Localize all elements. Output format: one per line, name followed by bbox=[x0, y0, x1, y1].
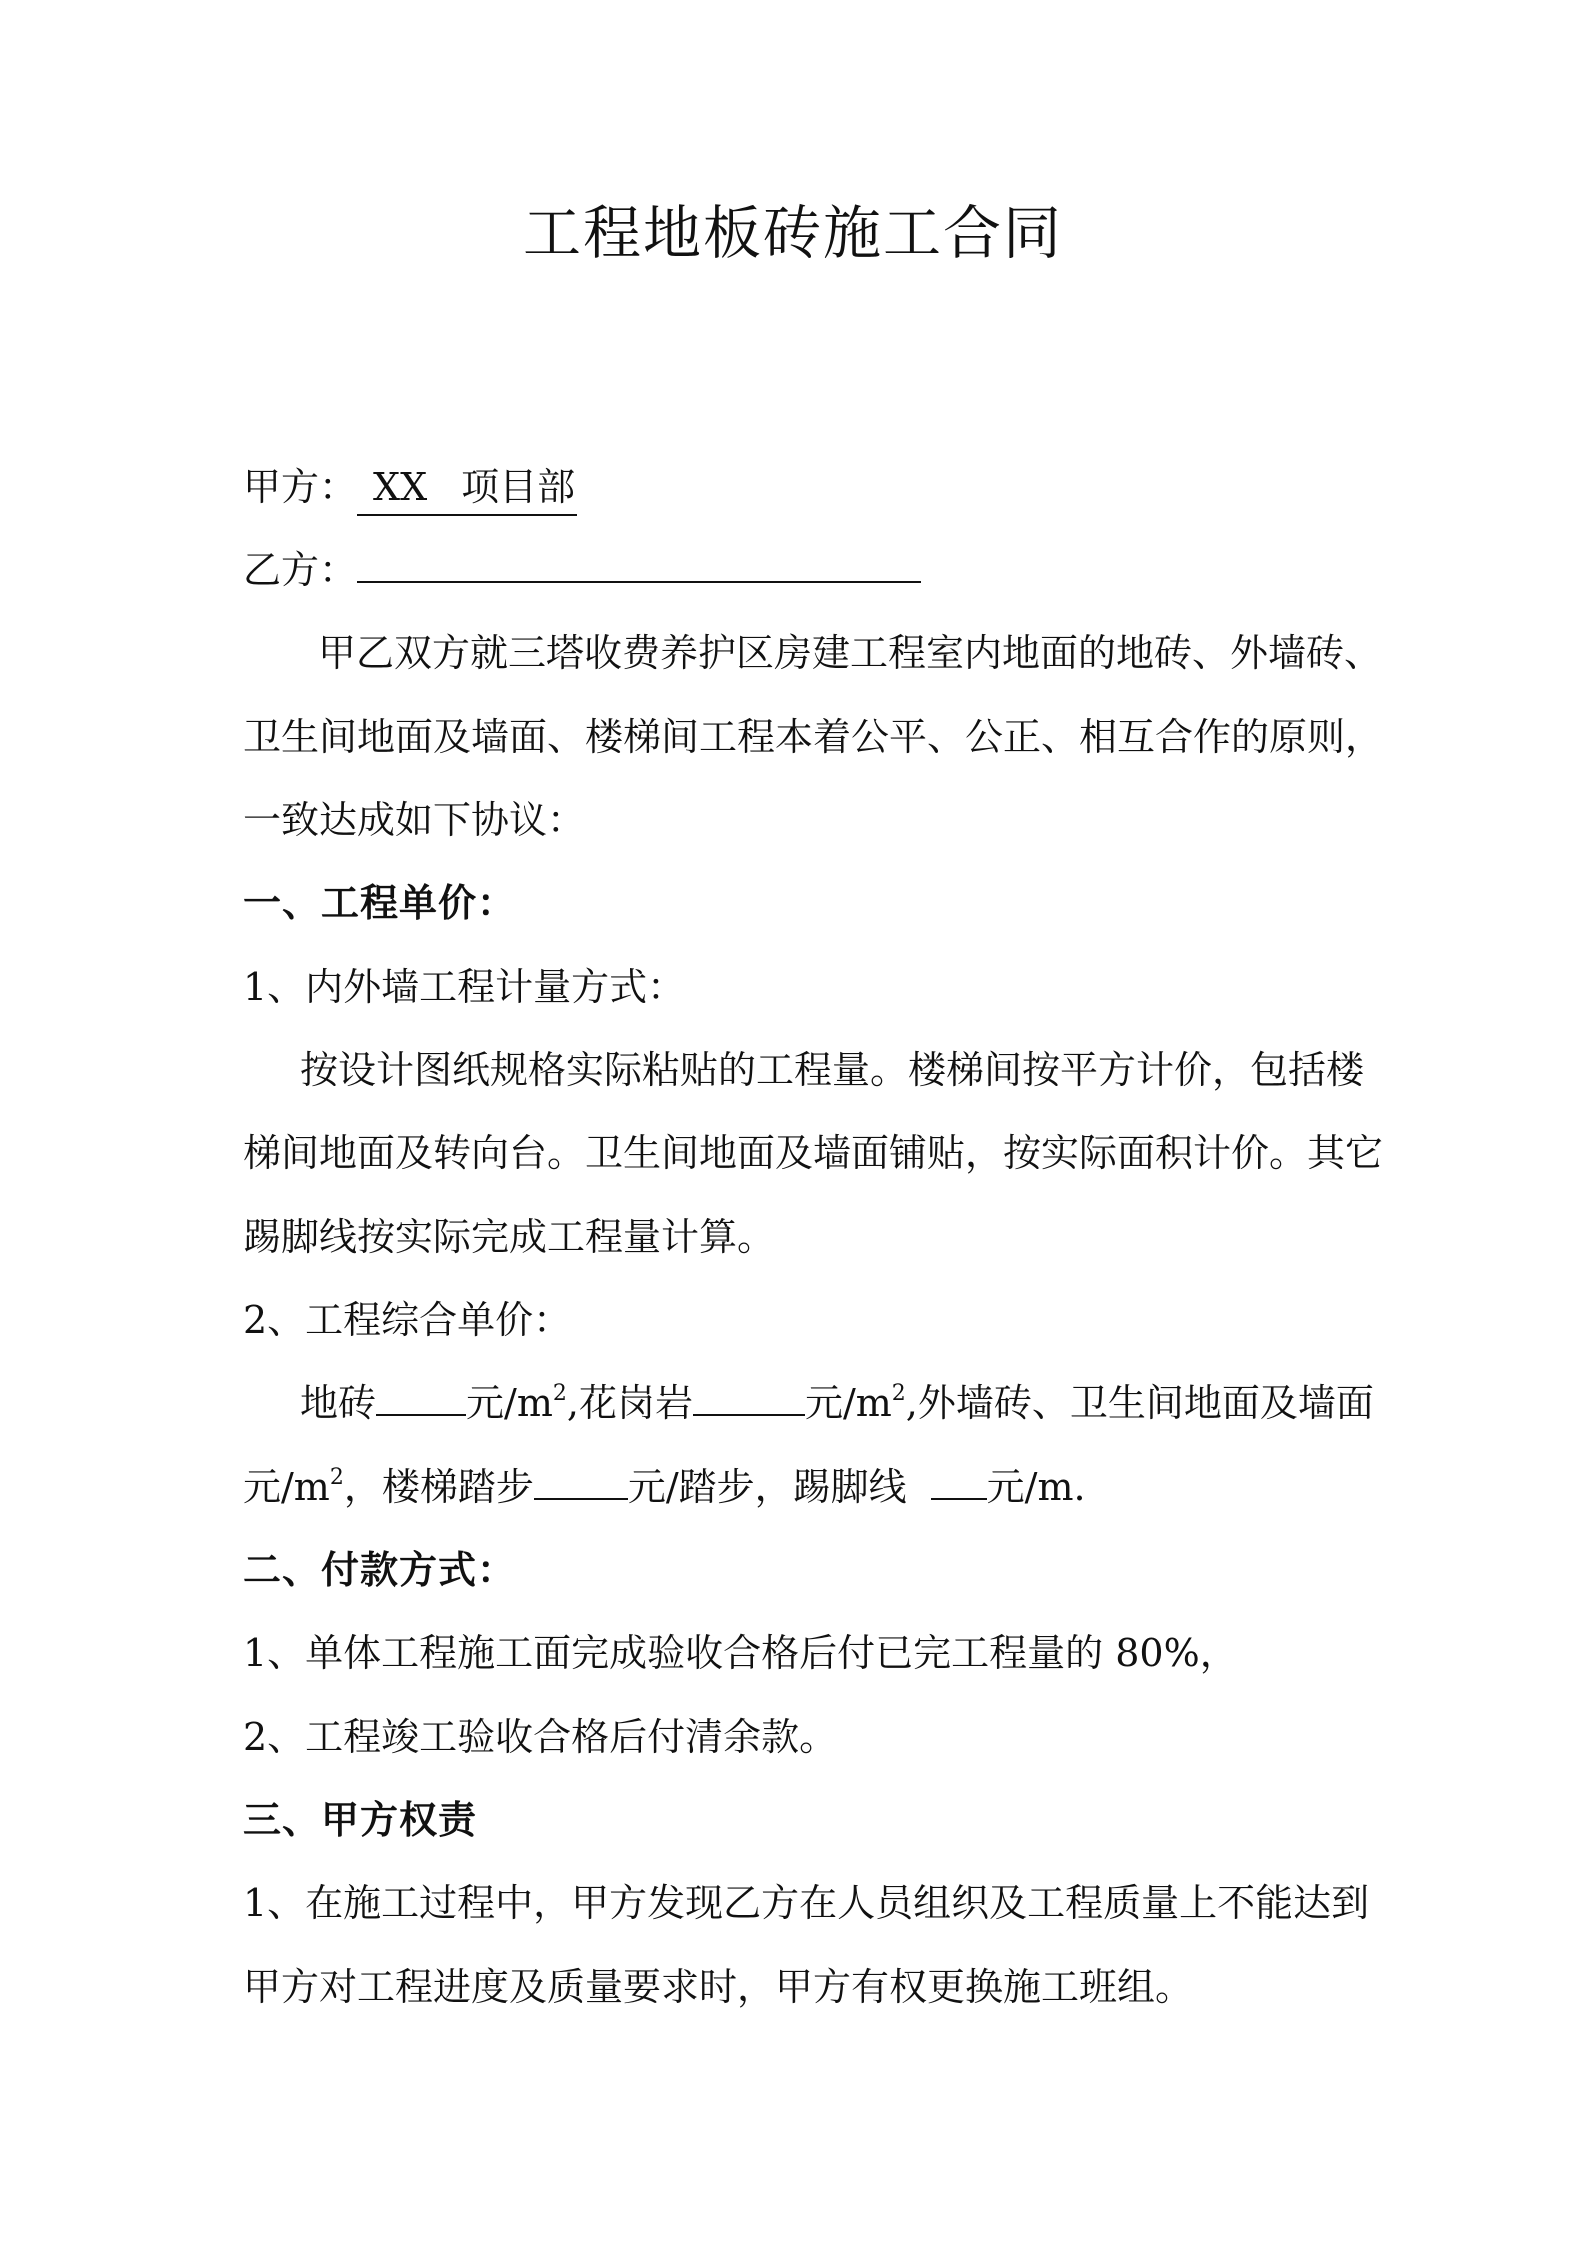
stairs-unit: 元/踏步，踢脚线 bbox=[627, 1465, 907, 1509]
party-a-value-dept: 项目部 bbox=[461, 465, 576, 509]
item-1-1-text-2: 梯间地面及转向台。卫生间地面及墙面铺贴，按实际面积计价。其它 bbox=[243, 1131, 1384, 1175]
duty-item-1-line-2: 甲方对工程进度及质量要求时，甲方有权更换施工班组。 bbox=[243, 1965, 1194, 2009]
skirting-unit: 元/m. bbox=[986, 1465, 1086, 1509]
party-b-blank bbox=[357, 547, 921, 583]
price-line-1 bbox=[300, 1378, 1374, 1428]
intro-line-1: 甲乙双方就三塔收费养护区房建工程室内地面的地砖、外墙砖、 bbox=[318, 631, 1383, 675]
intro-line-3: 一致达成如下协议： bbox=[243, 798, 586, 842]
wall-unit: 元/m bbox=[243, 1465, 330, 1509]
party-a-line bbox=[243, 462, 577, 516]
intro-line-2: 卫生间地面及墙面、楼梯间工程本着公平、公正、相互合作的原则， bbox=[243, 715, 1384, 759]
duty-item-1-line-1: 1、在施工过程中，甲方发现乙方在人员组织及工程质量上不能达到 bbox=[243, 1881, 1370, 1925]
floor-tile-label: 地砖 bbox=[300, 1381, 377, 1425]
skirting-price-blank bbox=[931, 1464, 987, 1500]
floor-tile-price-blank bbox=[376, 1380, 466, 1416]
stairs-price-blank bbox=[534, 1464, 628, 1500]
sup-2: 2 bbox=[329, 1465, 344, 1491]
section-3-heading: 三、甲方权责 bbox=[243, 1797, 478, 1842]
item-1-1: 1、内外墙工程计量方式： bbox=[243, 965, 686, 1009]
party-b-label: 乙方： bbox=[243, 548, 358, 592]
party-a-value bbox=[357, 462, 577, 516]
item-1-1-text-1: 按设计图纸规格实际粘贴的工程量。楼梯间按平方计价，包括楼 bbox=[300, 1048, 1365, 1092]
payment-item-1: 1、单体工程施工面完成验收合格后付已完工程量的 80%， bbox=[243, 1631, 1238, 1675]
item-1-2: 2、工程综合单价： bbox=[243, 1298, 572, 1342]
party-b-line bbox=[243, 545, 921, 595]
granite-price-blank bbox=[693, 1380, 805, 1416]
granite-label: ,花岗岩 bbox=[566, 1381, 693, 1425]
section-2-heading: 二、付款方式： bbox=[243, 1547, 517, 1592]
stairs-label: ，楼梯踏步 bbox=[343, 1465, 534, 1509]
item-1-1-text-3: 踢脚线按实际完成工程量计算。 bbox=[243, 1215, 776, 1259]
document-title: 工程地板砖施工合同 bbox=[522, 199, 1063, 267]
granite-unit: 元/m bbox=[804, 1381, 892, 1425]
sup-2: 2 bbox=[891, 1381, 906, 1407]
payment-item-2: 2、工程竣工验收合格后付清余款。 bbox=[243, 1715, 838, 1759]
section-1-heading: 一、工程单价： bbox=[243, 880, 517, 925]
party-a-value-xx: XX bbox=[373, 465, 428, 509]
price-line-2 bbox=[243, 1462, 1086, 1512]
sup-2: 2 bbox=[552, 1381, 567, 1407]
exterior-label: ,外墙砖、卫生间地面及墙面 bbox=[905, 1381, 1374, 1425]
party-a-label: 甲方： bbox=[243, 465, 358, 509]
floor-tile-unit: 元/m bbox=[466, 1381, 553, 1425]
